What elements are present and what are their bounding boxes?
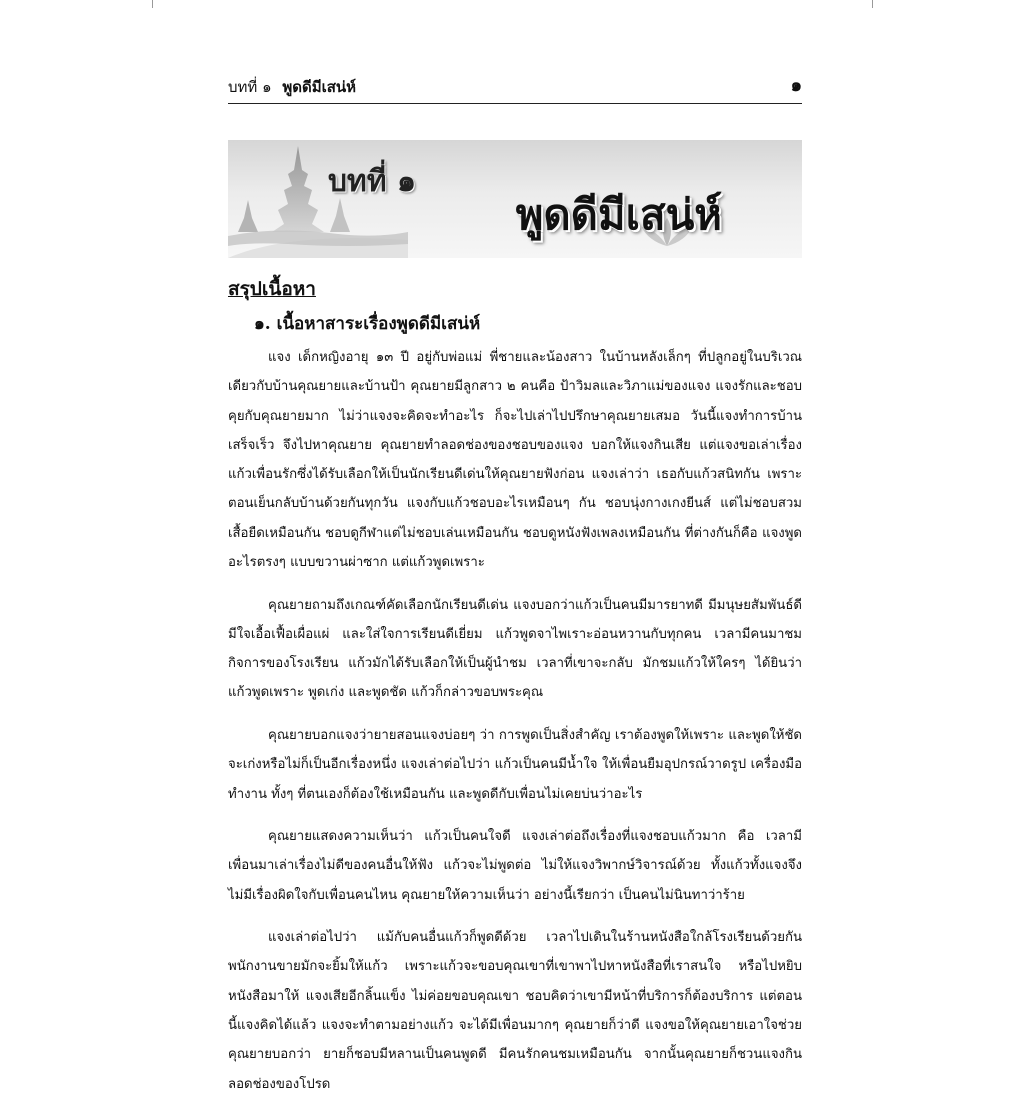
running-header-title: พูดดีมีเสน่ห์ [282,78,357,96]
section-heading: ๑. เนื้อหาสาระเรื่องพูดดีมีเสน่ห์ [254,314,481,334]
crop-mark [152,0,153,8]
chapter-title: พูดดีมีเสน่ห์ [515,190,722,239]
crop-mark [872,0,873,8]
paragraph: แจง เด็กหญิงอายุ ๑๓ ปี อยู่กับพ่อแม่ พี่ชายและน้องสาว ในบ้านหลังเล็กๆ ที่ปลูกอยู่ในบริเวณเดียวกับบ้านคุณยายและบ้านป้า คุณยายมีลูกสาว ๒ คนคือ ป้าวิมลและวิภาแม่ของแจง แจงรักและชอบคุยกับคุณยายมาก ไม่ว่าแจงจะคิดจะทำอะไร ก็จะไปเล่าไปปรึกษาคุณยายเสมอ วันนี้แจงทำการบ้านเสร็จเร็ว จึงไปหาคุณยาย คุณยายทำลอดช่องของชอบของแจง บอกให้แจงกินเสีย แต่แจงขอเล่าเรื่องแก้วเพื่อนรักซึ่งได้รับเลือกให้เป็นนักเรียนดีเด่นให้คุณยายฟังก่อน แจงเล่าว่า เธอกับแก้วสนิทกัน เพราะตอนเย็นกลับบ้านด้วยกันทุกวัน แจงกับแก้วชอบอะไรเหมือนๆ กัน ชอบนุ่งกางเกงยีนส์ แต่ไม่ชอบสวมเสื้อยืดเหมือนกัน ชอบดูกีฬาแต่ไม่ชอบเล่นเหมือนกัน ชอบดูหนังฟังเพลงเหมือนกัน ที่ต่างกันก็คือ แจงพูดอะไรตรงๆ แบบขวานผ่าซาก แต่แก้วพูดเพราะ [228,350,802,571]
paragraph: คุณยายบอกแจงว่ายายสอนแจงบ่อยๆ ว่า การพูดเป็นสิ่งสำคัญ เราต้องพูดให้เพราะ และพูดให้ชัด จะเก่งหรือไม่ก็เป็นอีกเรื่องหนึ่ง แจงเล่าต่อไปว่า แก้วเป็นคนมีน้ำใจ ให้เพื่อนยืมอุปกรณ์วาดรูป เครื่องมือทำงาน ทั้งๆ ที่ตนเองก็ต้องใช้เหมือนกัน และพูดดีกับเพื่อนไม่เคยบ่นว่าอะไร [228,727,802,802]
running-header-chapter: บทที่ ๑ [228,78,272,96]
paragraph: คุณยายแสดงความเห็นว่า แก้วเป็นคนใจดี แจงเล่าต่อถึงเรื่องที่แจงชอบแก้วมาก คือ เวลามีเพื่อนมาเล่าเรื่องไม่ดีของคนอื่นให้ฟัง แก้วจะไม่พูดต่อ ไม่ให้แจงวิพากษ์วิจารณ์ด้วย ทั้งแก้วทั้งแจงจึงไม่มีเรื่องผิดใจกับเพื่อนคนไหน คุณยายให้ความเห็นว่า อย่างนี้เรียกว่า เป็นคนไม่นินทาว่าร้าย [228,829,802,903]
paragraph: คุณยายถามถึงเกณฑ์คัดเลือกนักเรียนดีเด่น แจงบอกว่าแก้วเป็นคนมีมารยาทดี มีมนุษยสัมพันธ์ดี มีใจเอื้อเฟื้อเผื่อแผ่ และใส่ใจการเรียนดีเยี่ยม แก้วพูดจาไพเราะอ่อนหวานกับทุกคน เวลามีคนมาชมกิจการของโรงเรียน แก้วมักได้รับเลือกให้เป็นผู้นำชม เวลาที่เขาจะกลับ มักชมแก้วให้ใครๆ ได้ยินว่าแก้วพูดเพราะ พูดเก่ง และพูดชัด แก้วก็กล่าวขอบพระคุณ [228,597,802,701]
summary-heading: สรุปเนื้อหา [228,278,316,300]
running-header-left [228,75,356,99]
page-number: ๑ [790,75,802,96]
chapter-number: บทที่ ๑ [328,164,417,199]
chapter-banner [228,140,802,258]
book-page [228,70,802,1112]
running-header [228,70,802,104]
paragraph: แจงเล่าต่อไปว่า แม้กับคนอื่นแก้วก็พูดดีด้วย เวลาไปเดินในร้านหนังสือใกล้โรงเรียนด้วยกัน พนักงานขายมักจะยิ้มให้แก้ว เพราะแก้วจะขอบคุณเขาที่เขาพาไปหาหนังสือที่เราสนใจ หรือไปหยิบหนังสือมาให้ แจงเสียอีกลิ้นแข็ง ไม่ค่อยขอบคุณเขา ชอบคิดว่าเขามีหน้าที่บริการก็ต้องบริการ แต่ตอนนี้แจงคิดได้แล้ว แจงจะทำตามอย่างแก้ว จะได้มีเพื่อนมากๆ คุณยายก็ว่าดี แจงขอให้คุณยายเอาใจช่วย คุณยายบอกว่า ยายก็ชอบมีหลานเป็นคนพูดดี มีคนรักคนชมเหมือนกัน จากนั้นคุณยายก็ชวนแจงกินลอดช่องของโปรด [228,930,802,1092]
